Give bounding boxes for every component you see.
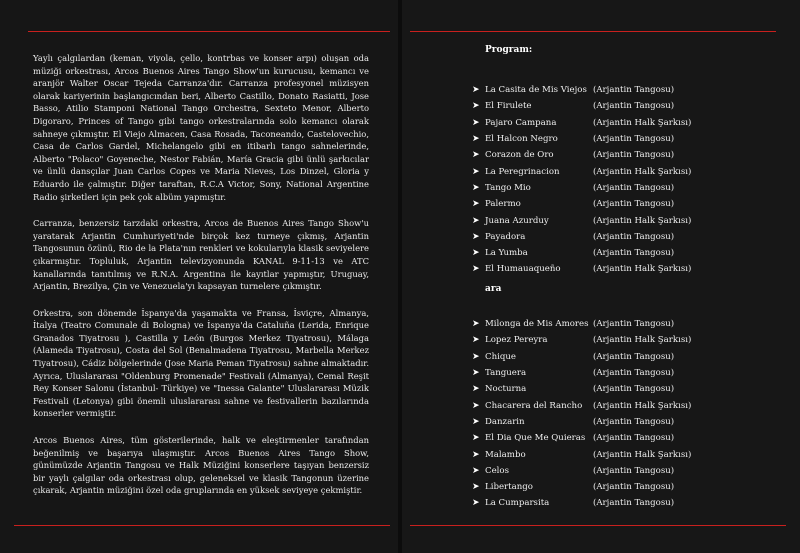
piece-genre: (Arjantin Tangosu) — [593, 85, 675, 96]
piece-title: Juana Azurduy — [485, 215, 549, 226]
piece-title: Corazon de Oro — [485, 150, 554, 161]
piece-title: La Yumba — [485, 248, 528, 259]
piece-genre: (Arjantin Halk Şarkısı) — [593, 215, 692, 226]
left-top-rule — [28, 31, 390, 32]
biography-paragraph: Orkestra, son dönemde İspanya'da yaşamakta ve Fransa, İsviçre, Almanya, İtalya (Teatro Comunale di Bologna) ve İspanya'da Cataluña (Lerida, Enrique Granados Tiyatrosu ), Castilla y León (Burgos Merkez Tiyatrosu), Málaga (Alameda Tiyatrosu), Costa del Sol (Benalmadena Tiyatrosu, Marbella Merkez Tiyatrosu), Cádiz bölgelerinde (Jose Maria Peman Tiyatrosu) sahne almaktadır. Ayrıca, Uluslararası "Oldenburg Promenade" Festivali (Almanya), Cemal Reşit Rey Konser Salonu (İstanbul- Türkiye) ve "Inessa Galante" Uluslararası Müzik Festivali (Letonya) gibi önemli uluslararası sahne ve festivallerin bazılarında konserler vermiştir. — [33, 307, 369, 419]
arrow-icon: ➤ — [472, 117, 480, 128]
arrow-icon: ➤ — [472, 85, 480, 96]
piece-title: Danzarin — [485, 416, 525, 427]
program-item — [472, 147, 703, 163]
arrow-icon: ➤ — [472, 351, 480, 362]
piece-genre: (Arjantin Halk Şarkısı) — [593, 264, 692, 275]
program-item — [472, 349, 703, 365]
piece-genre: (Arjantin Tangosu) — [593, 351, 675, 362]
program-item — [472, 98, 703, 114]
biography-paragraph: Yaylı çalgılardan (keman, viyola, çello, kontrbas ve konser arpı) oluşan oda müziği orkestrası, Arcos Buenos Aires Tango Show'un kurucusu, kemancı ve aranjör Walter Oscar Tejeda Carranza'dır. Carranza profesyonel müzisyen olarak kariyerinin başlangıcından beri, Alberto Castillo, Donato Rasiatti, Jose Basso, Atilio Stamponi National Tango Orchestra, Sexteto Menor, Alberto Digoraro, Princes of Tango gibi tango orkestralarında solo kemancı olarak sahneye çıkmıştır. El Viejo Almacen, Casa Rosada, Taconeando, Castelovechio, Casa de Carlos Gardel, Michelangelo gibi en itibarlı tango sahnelerinde, Alberto "Polaco" Goyeneche, Nestor Fabián, María Gracia gibi ünlü şarkıcılar ve ünlü dansçılar Juan Carlos Copes ve Maria Nieves, Los Dinzel, Gloria y Eduardo ile çalmıştır. Diğer taraftan, R.C.A Victor, Sony, National Argentine Radio şirketleri için pek çok albüm yapmıştır. — [33, 53, 369, 202]
program-item — [472, 131, 703, 147]
piece-title: La Casita de Mis Viejos — [485, 85, 587, 96]
piece-title: Libertango — [485, 482, 533, 493]
arrow-icon: ➤ — [472, 166, 480, 177]
piece-genre: (Arjantin Halk Şarkısı) — [593, 166, 692, 177]
piece-title: Nocturna — [485, 384, 527, 395]
biography-text — [33, 52, 369, 511]
piece-title: La Cumparsita — [485, 498, 550, 509]
program-item — [472, 180, 703, 196]
arrow-icon: ➤ — [472, 134, 480, 145]
program-item — [472, 414, 703, 430]
arrow-icon: ➤ — [472, 433, 480, 444]
piece-genre: (Arjantin Halk Şarkısı) — [593, 117, 692, 128]
piece-genre: (Arjantin Tangosu) — [593, 248, 675, 259]
program-part-1 — [472, 82, 703, 278]
piece-genre: (Arjantin Tangosu) — [593, 498, 675, 509]
piece-title: El Firulete — [485, 101, 532, 112]
program-item — [472, 381, 703, 397]
program-item — [472, 397, 703, 413]
program-item — [472, 463, 703, 479]
arrow-icon: ➤ — [472, 182, 480, 193]
left-bottom-rule — [14, 525, 390, 526]
program-item — [472, 245, 703, 261]
piece-genre: (Arjantin Halk Şarkısı) — [593, 335, 692, 346]
program-item — [472, 163, 703, 179]
piece-title: La Peregrinacion — [485, 166, 560, 177]
program-title: Program: — [485, 45, 533, 55]
piece-genre: (Arjantin Tangosu) — [593, 384, 675, 395]
piece-title: Tango Mio — [485, 182, 531, 193]
piece-genre: (Arjantin Tangosu) — [593, 416, 675, 427]
arrow-icon: ➤ — [472, 215, 480, 226]
arrow-icon: ➤ — [472, 101, 480, 112]
piece-genre: (Arjantin Tangosu) — [593, 433, 675, 444]
piece-genre: (Arjantin Tangosu) — [593, 482, 675, 493]
program-part-2 — [472, 316, 703, 512]
arrow-icon: ➤ — [472, 231, 480, 242]
program-item — [472, 316, 703, 332]
arrow-icon: ➤ — [472, 335, 480, 346]
arrow-icon: ➤ — [472, 384, 480, 395]
program-item — [472, 479, 703, 495]
program-item — [472, 446, 703, 462]
piece-genre: (Arjantin Halk Şarkısı) — [593, 400, 692, 411]
program-item — [472, 495, 703, 511]
piece-genre: (Arjantin Tangosu) — [593, 199, 675, 210]
piece-genre: (Arjantin Tangosu) — [593, 182, 675, 193]
piece-title: El Halcon Negro — [485, 134, 558, 145]
piece-title: Payadora — [485, 231, 526, 242]
biography-paragraph: Carranza, benzersiz tarzdaki orkestra, Arcos de Buenos Aires Tango Show'u yaratarak Arjantin Cumhuriyeti'nde birçok kez turneye çıkmış, Arjantin Tangosunun özünü, Rio de la Plata'nın renkleri ve kokularıyla klasik seviyelere çıkarmıştır. Topluluk, Arjantin televizyonunda KANAL 9-11-13 ve ATC kanallarında tanıtılmış ve R.N.A. Argentina ile kayıtlar yapmıştır, Uruguay, Arjantin, Brezilya, Çin ve Venezuela'yı kapsayan turnelere çıkmıştır. — [33, 218, 369, 292]
program-item — [472, 430, 703, 446]
arrow-icon: ➤ — [472, 319, 480, 330]
piece-title: Chique — [485, 351, 516, 362]
piece-genre: (Arjantin Tangosu) — [593, 465, 675, 476]
arrow-icon: ➤ — [472, 465, 480, 476]
piece-title: Milonga de Mis Amores — [485, 319, 589, 330]
piece-genre: (Arjantin Tangosu) — [593, 368, 675, 379]
piece-title: Tanguera — [485, 368, 527, 379]
program-item — [472, 212, 703, 228]
biography-paragraph: Arcos Buenos Aires, tüm gösterilerinde, halk ve eleştirmenler tarafından beğenilmiş ve başarıya ulaşmıştır. Arcos Buenos Aires Tango Show, günümüzde Arjantin Tangosu ve Halk Müziğini konserlere taşıyan benzersiz bir yaylı çalgılar oda orkestrası olup, geleneksel ve klasik Tangonun üzerine çıkarak, Arjantin müziğini özel oda gruplarında en yüksek seviyeye çekmiştir. — [33, 435, 369, 496]
piece-title: Malambo — [485, 449, 526, 460]
arrow-icon: ➤ — [472, 400, 480, 411]
program-item — [472, 365, 703, 381]
program-item — [472, 82, 703, 98]
arrow-icon: ➤ — [472, 482, 480, 493]
piece-genre: (Arjantin Tangosu) — [593, 134, 675, 145]
piece-genre: (Arjantin Tangosu) — [593, 150, 675, 161]
piece-title: Celos — [485, 465, 509, 476]
arrow-icon: ➤ — [472, 498, 480, 509]
piece-genre: (Arjantin Tangosu) — [593, 319, 675, 330]
piece-genre: (Arjantin Halk Şarkısı) — [593, 449, 692, 460]
arrow-icon: ➤ — [472, 368, 480, 379]
arrow-icon: ➤ — [472, 449, 480, 460]
program-item — [472, 332, 703, 348]
arrow-icon: ➤ — [472, 248, 480, 259]
piece-title: El Humauaqueño — [485, 264, 561, 275]
program-item — [472, 196, 703, 212]
piece-genre: (Arjantin Tangosu) — [593, 231, 675, 242]
right-top-rule — [410, 31, 776, 32]
program-item — [472, 115, 703, 131]
arrow-icon: ➤ — [472, 264, 480, 275]
arrow-icon: ➤ — [472, 150, 480, 161]
arrow-icon: ➤ — [472, 416, 480, 427]
piece-genre: (Arjantin Tangosu) — [593, 101, 675, 112]
piece-title: Pajaro Campana — [485, 117, 557, 128]
arrow-icon: ➤ — [472, 199, 480, 210]
program-item — [472, 229, 703, 245]
program-item — [472, 261, 703, 277]
piece-title: Palermo — [485, 199, 521, 210]
piece-title: Chacarera del Rancho — [485, 400, 583, 411]
piece-title: El Dia Que Me Quieras — [485, 433, 586, 444]
right-bottom-rule — [410, 525, 786, 526]
intermission-label: ara — [485, 284, 502, 294]
piece-title: Lopez Pereyra — [485, 335, 548, 346]
